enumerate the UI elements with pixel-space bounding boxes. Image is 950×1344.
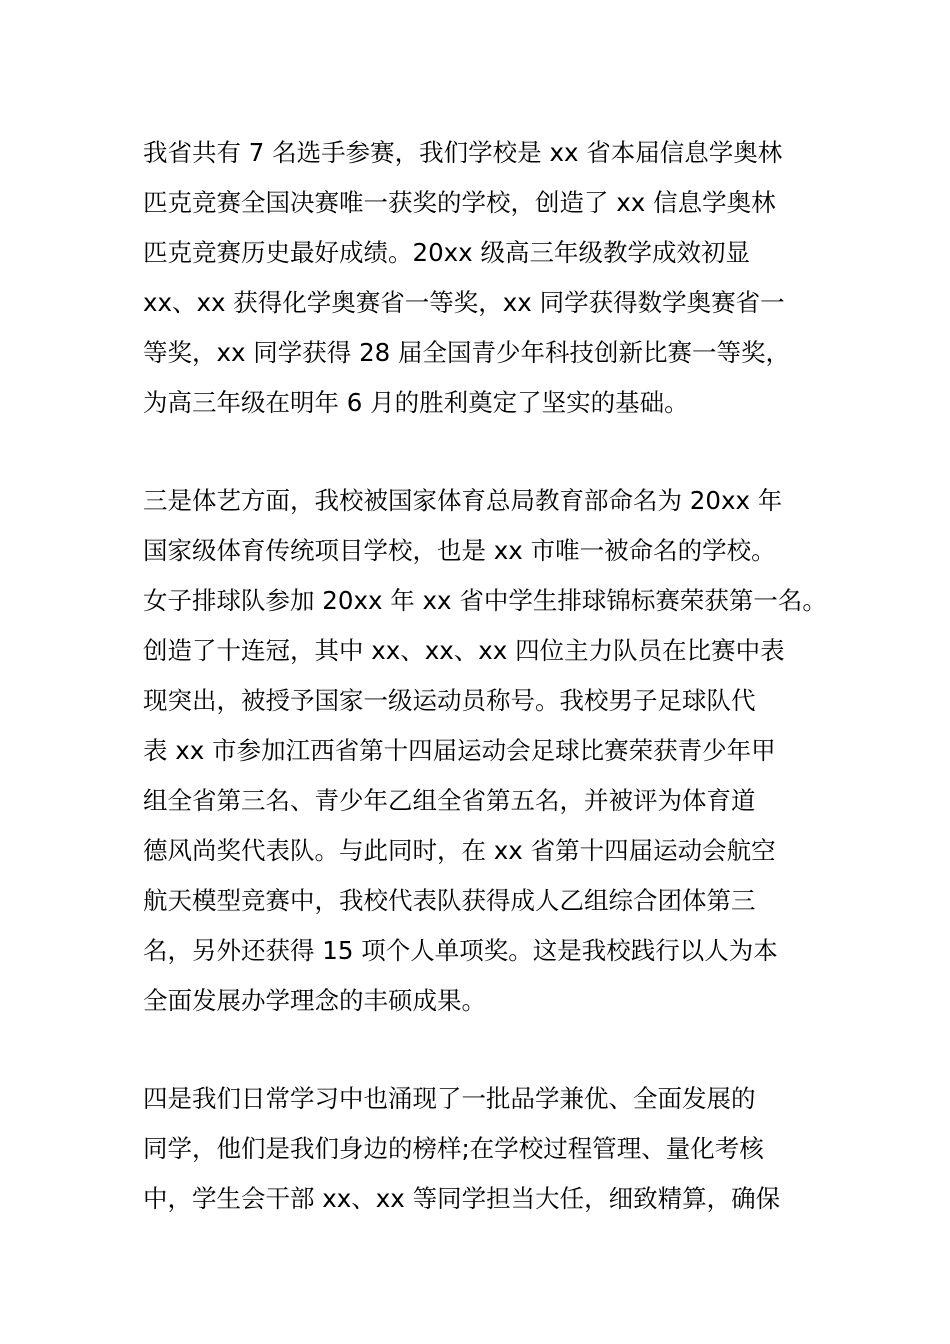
paragraph-line: 全面发展办学理念的丰硕成果。: [143, 986, 486, 1015]
paragraph-line: 同学，他们是我们身边的榜样;在学校过程管理、量化考核: [143, 1134, 764, 1163]
paragraph-line: 名，另外还获得 15 项个人单项奖。这是我校践行以人为本: [143, 936, 778, 965]
paragraph-line: xx、xx 获得化学奥赛省一等奖，xx 同学获得数学奥赛省一: [143, 288, 785, 317]
paragraph-line: 匹克竞赛历史最好成绩。20xx 级高三年级教学成效初显: [143, 238, 750, 267]
paragraph-line: 我省共有 7 名选手参赛，我们学校是 xx 省本届信息学奥林: [143, 138, 783, 167]
paragraph-line: 创造了十连冠，其中 xx、xx、xx 四位主力队员在比赛中表: [143, 636, 785, 665]
paragraph-line: 三是体艺方面，我校被国家体育总局教育部命名为 20xx 年: [143, 486, 783, 515]
paragraph-line: 航天模型竞赛中，我校代表队获得成人乙组综合团体第三: [143, 886, 756, 915]
paragraph-line: 为高三年级在明年 6 月的胜利奠定了坚实的基础。: [143, 388, 689, 417]
paragraph-line: 表 xx 市参加江西省第十四届运动会足球比赛荣获青少年甲: [143, 736, 776, 765]
paragraph-line: 组全省第三名、青少年乙组全省第五名，并被评为体育道: [143, 786, 756, 815]
paragraph-line: 四是我们日常学习中也涌现了一批品学兼优、全面发展的: [143, 1084, 756, 1113]
paragraph-line: 国家级体育传统项目学校，也是 xx 市唯一被命名的学校。: [143, 536, 776, 565]
paragraph-line: 中，学生会干部 xx、xx 等同学担当大任，细致精算，确保: [143, 1184, 781, 1213]
paragraph-line: 匹克竞赛全国决赛唯一获奖的学校，创造了 xx 信息学奥林: [143, 188, 776, 217]
paragraph-line: 德风尚奖代表队。与此同时，在 xx 省第十四届运动会航空: [143, 836, 776, 865]
paragraph-line: 现突出，被授予国家一级运动员称号。我校男子足球队代: [143, 686, 756, 715]
paragraph-line: 女子排球队参加 20xx 年 xx 省中学生排球锦标赛荣获第一名。: [143, 586, 827, 615]
paragraph-line: 等奖，xx 同学获得 28 届全国青少年科技创新比赛一等奖，: [143, 338, 791, 367]
